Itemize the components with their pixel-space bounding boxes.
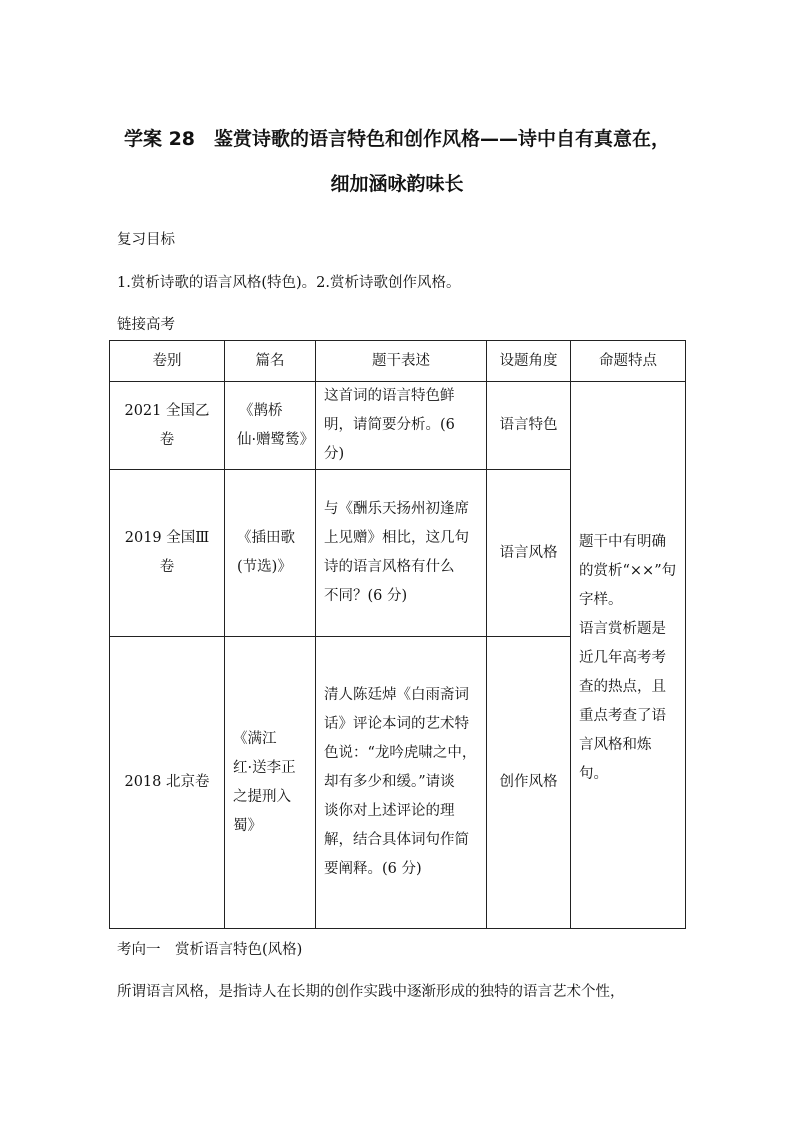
title-line: 《插田歌 — [237, 530, 295, 546]
header-feature: 命题特点 — [571, 341, 686, 382]
header-angle: 设题角度 — [487, 341, 571, 382]
header-title: 篇名 — [225, 341, 316, 382]
question-line: 色说：“龙吟虎啸之中， — [324, 745, 477, 761]
page-title-line-1: 学案 28 鉴赏诗歌的语言特色和创作风格——诗中自有真意在， — [123, 128, 671, 150]
title-line: 仙·赠鹭鸶》 — [237, 431, 315, 448]
feature-line: 的赏析“××”句 — [579, 562, 677, 579]
cell-angle: 语言特色 — [487, 382, 571, 470]
question-line: 与《酬乐天扬州初逢席 — [324, 501, 469, 517]
question-line: 明，请简要分析。(6 分) — [324, 417, 455, 462]
question-line: 要阐释。(6 分) — [324, 861, 422, 877]
title-line: 《鹊桥 — [239, 402, 283, 419]
question-line: 不同？(6 分) — [324, 588, 408, 604]
cell-question — [316, 382, 487, 470]
question-line: 却有多少和缓。”请谈 — [324, 774, 455, 790]
cell-angle: 语言风格 — [487, 470, 571, 637]
feature-line: 字样。 — [579, 591, 623, 608]
title-line: 之提刑入 — [233, 788, 291, 805]
cell-feature — [571, 382, 686, 929]
page-title-line-2: 细加涵咏韵味长 — [330, 173, 464, 195]
section1-heading: 考向一 赏析语言特色(风格) — [117, 942, 303, 958]
header-exam: 卷别 — [110, 341, 225, 382]
feature-line: 题干中有明确 — [579, 533, 666, 550]
cell-title — [225, 637, 316, 929]
title-line: 蜀》 — [233, 817, 262, 834]
cell-title — [225, 382, 316, 470]
feature-line: 语言赏析题是 — [579, 620, 666, 637]
question-line: 谈你对上述评论的理 — [324, 803, 455, 819]
question-line: 诗的语言风格有什么 — [324, 559, 455, 575]
feature-line: 言风格和炼句。 — [579, 736, 652, 782]
link-heading: 链接高考 — [117, 317, 175, 333]
cell-angle: 创作风格 — [487, 637, 571, 929]
question-line: 上见赠》相比，这几句 — [324, 530, 469, 546]
feature-line: 重点考查了语 — [579, 707, 666, 724]
table-header-row — [110, 341, 686, 382]
header-question: 题干表述 — [316, 341, 487, 382]
cell-question — [316, 637, 487, 929]
review-goals: 1.赏析诗歌的语言风格(特色)。2.赏析诗歌创作风格。 — [117, 275, 461, 291]
title-line: (节选)》 — [237, 559, 292, 575]
title-line: 红·送李正 — [233, 759, 296, 776]
question-line: 清人陈廷焯《白雨斋词 — [324, 687, 469, 703]
question-line: 解，结合具体词句作简 — [324, 832, 469, 848]
cell-exam: 2019 全国Ⅲ卷 — [110, 470, 225, 637]
section1-text: 所谓语言风格，是指诗人在长期的创作实践中逐渐形成的独特的语言艺术个性， — [117, 984, 625, 1000]
table-row — [110, 382, 686, 470]
review-heading: 复习目标 — [117, 232, 175, 248]
cell-title — [225, 470, 316, 637]
title-line: 《满江 — [233, 730, 277, 747]
cell-question — [316, 470, 487, 637]
cell-exam: 2018 北京卷 — [110, 637, 225, 929]
feature-line: 查的热点，且 — [579, 678, 666, 695]
question-line: 话》评论本词的艺术特 — [324, 716, 469, 732]
exam-table — [109, 340, 686, 929]
feature-line: 近几年高考考 — [579, 649, 666, 666]
question-line: 这首词的语言特色鲜 — [324, 388, 455, 404]
cell-exam: 2021 全国乙卷 — [110, 382, 225, 470]
